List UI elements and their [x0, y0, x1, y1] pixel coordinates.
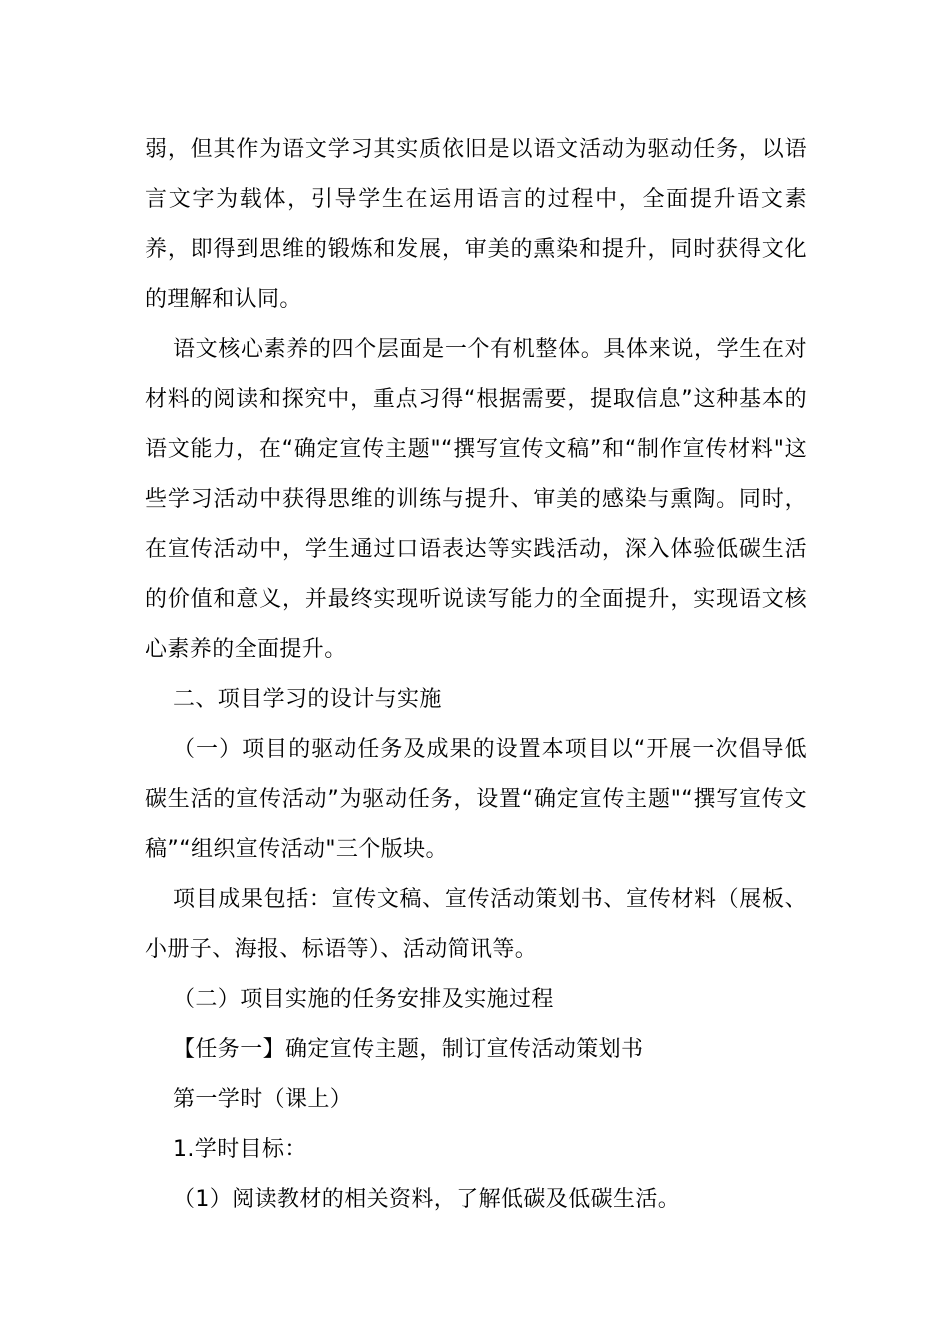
document-page — [145, 125, 807, 1225]
objective-item: （1）阅读教材的相关资料，了解低碳及低碳生活。 — [173, 1187, 681, 1212]
task-heading: 【任务一】确定宣传主题，制订宣传活动策划书 — [173, 1037, 644, 1062]
section-heading: 二、项目学习的设计与实施 — [173, 687, 442, 712]
paragraph-4: 项目成果包括：宣传文稿、宣传活动策划书、宣传材料（展板、小册子、海报、标语等）、活动简讯等。 — [145, 887, 807, 962]
paragraph-1: 弱，但其作为语文学习其实质依旧是以语文活动为驱动任务，以语言文字为载体，引导学生在运用语言的过程中，全面提升语文素养，即得到思维的锻炼和发展，审美的熏染和提升，同时获得文化的理解和认同。 — [145, 137, 807, 312]
lesson-heading: 第一学时（课上） — [173, 1087, 353, 1112]
objectives-heading: 1.学时目标： — [173, 1137, 307, 1162]
paragraph-3: （一）项目的驱动任务及成果的设置本项目以“开展一次倡导低碳生活的宣传活动”为驱动任务，设置“确定宣传主题"“撰写宣传文稿”“组织宣传活动"三个版块。 — [145, 737, 807, 862]
subsection-heading: （二）项目实施的任务安排及实施过程 — [173, 987, 554, 1012]
paragraph-2: 语文核心素养的四个层面是一个有机整体。具体来说，学生在对材料的阅读和探究中，重点习得“根据需要，提取信息”这种基本的语文能力，在“确定宣传主题"“撰写宣传文稿”和“制作宣传材料"这些学习活动中获得思维的训练与提升、审美的感染与熏陶。同时，在宣传活动中，学生通过口语表达等实践活动，深入体验低碳生活的价值和意义，并最终实现听说读写能力的全面提升，实现语文核心素养的全面提升。 — [145, 337, 807, 662]
